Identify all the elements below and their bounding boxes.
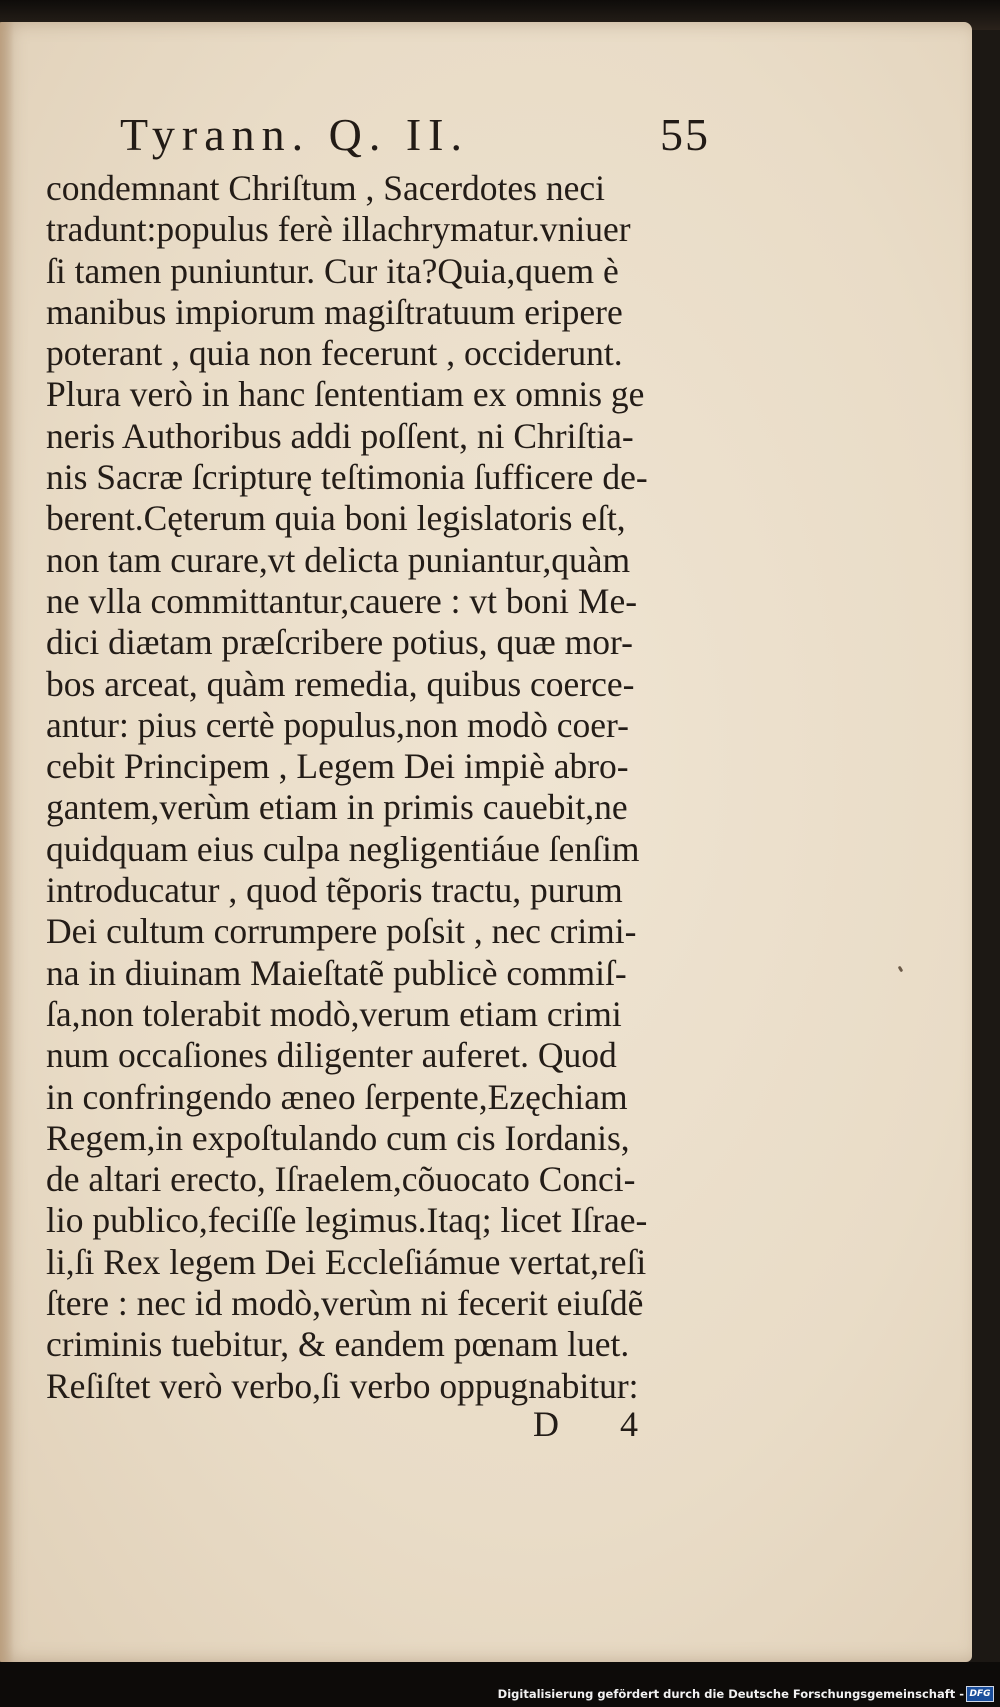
text-line: poterant , quia non fecerunt , occiderunt. xyxy=(46,333,623,374)
text-line: bos arceat, quàm remedia, quibus coerce- xyxy=(46,663,635,704)
text-line: manibus impiorum magiſtratuum eripere xyxy=(46,291,623,332)
text-line: de altari erecto, Iſraelem,cõuocato Conci- xyxy=(46,1159,636,1200)
text-line: cebit Principem , Legem Dei impiè abro- xyxy=(46,746,629,787)
text-line: Reſiſtet verò verbo,ſi verbo oppugnabitur: xyxy=(46,1365,639,1406)
text-line: dici diætam præſcribere potius, quæ mor- xyxy=(46,622,633,663)
text-line: lio publico,feciſſe legimus.Itaq; licet Iſrae- xyxy=(46,1200,648,1241)
digitization-credit: Digitalisierung gefördert durch die Deutsche Forschungsgemeinschaft - xyxy=(497,1687,964,1701)
text-line: gantem,verùm etiam in primis cauebit,ne xyxy=(46,787,628,828)
text-line: Plura verò in hanc ſententiam ex omnis ge xyxy=(46,374,645,415)
text-line: non tam curare,vt delicta puniantur,quàm xyxy=(46,539,631,580)
text-line: Regem,in expoſtulando cum cis Iordanis, xyxy=(46,1117,630,1158)
dfg-logo xyxy=(966,1686,994,1702)
body-text xyxy=(46,168,706,1407)
running-title: Tyrann. Q. II. xyxy=(120,109,469,160)
text-line: criminis tuebitur, & eandem pœnam luet. xyxy=(46,1324,630,1365)
text-line: Dei cultum corrumpere poſsit , nec crimi- xyxy=(46,911,637,952)
text-line: quidquam eius culpa negligentiáue ſenſim xyxy=(46,828,640,869)
text-line: ſi tamen puniuntur. Cur ita?Quia,quem è xyxy=(46,250,619,291)
page-number: 55 xyxy=(660,109,710,160)
text-line: berent.Cęterum quia boni legislatoris eſt, xyxy=(46,498,626,539)
text-line: neris Authoribus addi poſſent, ni Chriſtia- xyxy=(46,415,634,456)
text-line: ne vlla committantur,cauere : vt boni Me- xyxy=(46,580,638,621)
text-line: antur: pius certè populus,non modò coer- xyxy=(46,704,629,745)
text-line: na in diuinam Maieſtatẽ publicè commiſ- xyxy=(46,952,627,993)
scan-footer-bar xyxy=(0,1662,1000,1707)
signature-mark: D 4 xyxy=(533,1404,664,1444)
text-line: in confringendo æneo ſerpente,Ezęchiam xyxy=(46,1076,628,1117)
running-header xyxy=(120,108,710,174)
page-gutter-shadow xyxy=(0,22,14,1662)
text-line: tradunt:populus ferè illachrymatur.vniuer xyxy=(46,209,631,250)
text-line: condemnant Chriſtum , Sacerdotes neci xyxy=(46,168,605,208)
dfg-logo-text: DFG xyxy=(969,1689,991,1699)
text-line: ſa,non tolerabit modò,verum etiam crimi xyxy=(46,993,622,1034)
text-line: num occaſiones diligenter auferet. Quod xyxy=(46,1035,617,1076)
text-line: nis Sacræ ſcripturę teſtimonia ſufficere de- xyxy=(46,457,648,498)
text-line: li,ſi Rex legem Dei Eccleſiámue vertat,reſi xyxy=(46,1241,647,1282)
text-line: ſtere : nec id modò,verùm ni fecerit eiuſdẽ xyxy=(46,1283,644,1324)
text-line: introducatur , quod tẽporis tractu, purum xyxy=(46,870,623,911)
